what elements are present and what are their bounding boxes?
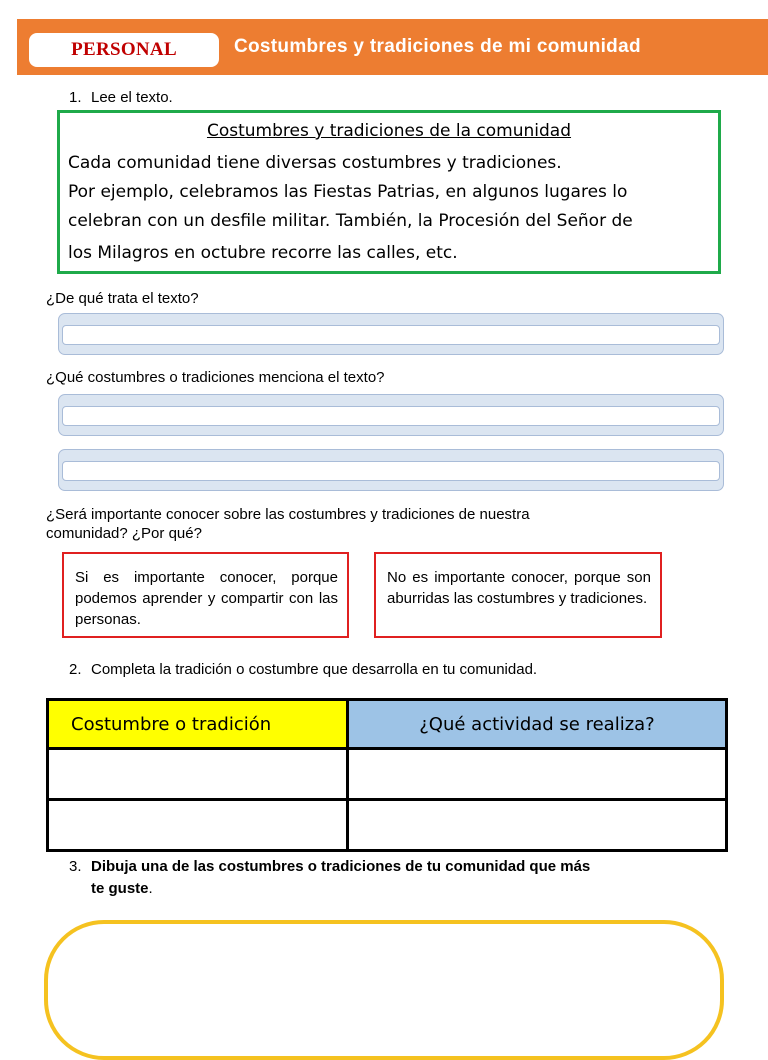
table-cell[interactable] [48, 800, 348, 851]
reading-body [68, 149, 712, 268]
page-title: Costumbres y tradiciones de mi comunidad [234, 36, 641, 57]
answer-line[interactable] [62, 406, 720, 426]
reading-title: Costumbres y tradiciones de la comunidad [206, 121, 572, 141]
question-3-line: ¿Será importante conocer sobre las costumbres y tradiciones de nuestra [46, 506, 530, 523]
step-number: 2. [69, 661, 82, 678]
step-3 [69, 856, 590, 900]
answer-field-2[interactable] [58, 394, 724, 436]
step-2 [69, 661, 537, 678]
answer-line[interactable] [62, 461, 720, 481]
customs-table [46, 698, 728, 852]
step-text: Completa la tradición o costumbre que desarrolla en tu comunidad. [91, 661, 538, 678]
step-text: Dibuja una de las costumbres o tradiciones de tu comunidad que más [91, 858, 591, 875]
header-cell-activity: ¿Qué actividad se realiza? [348, 700, 727, 749]
reading-line: Por ejemplo, celebramos las Fiestas Patrias, en algunos lugares lo [68, 182, 628, 202]
answer-field-1[interactable] [58, 313, 724, 355]
step-number: 3. [69, 858, 82, 875]
personal-tag: PERSONAL [29, 33, 219, 67]
option-yes-box[interactable]: Si es importante conocer, porque podemos aprender y compartir con las personas. [62, 552, 349, 638]
step-text: Lee el texto. [91, 89, 173, 106]
table-cell[interactable] [48, 749, 348, 800]
drawing-area[interactable] [44, 920, 724, 1060]
question-3-line: comunidad? ¿Por qué? [46, 525, 202, 542]
answer-field-3[interactable] [58, 449, 724, 491]
answer-line[interactable] [62, 325, 720, 345]
question-1: ¿De qué trata el texto? [46, 290, 199, 307]
step-period: . [148, 880, 153, 897]
reading-line: Cada comunidad tiene diversas costumbres y tradiciones. [68, 153, 562, 173]
header-cell-custom: Costumbre o tradición [48, 700, 348, 749]
reading-line: celebran con un desfile militar. También, la Procesión del Señor de [68, 211, 633, 231]
option-no-box[interactable]: No es importante conocer, porque son aburridas las costumbres y tradiciones. [374, 552, 662, 638]
reading-box [57, 110, 721, 274]
step-text: te guste [91, 880, 149, 897]
table-cell[interactable] [348, 749, 727, 800]
reading-line: los Milagros en octubre recorre las calles, etc. [68, 243, 458, 263]
question-2: ¿Qué costumbres o tradiciones menciona el texto? [46, 369, 385, 386]
table-cell[interactable] [348, 800, 727, 851]
step-number: 1. [69, 89, 82, 106]
question-3 [46, 505, 530, 543]
step-1 [69, 89, 173, 106]
